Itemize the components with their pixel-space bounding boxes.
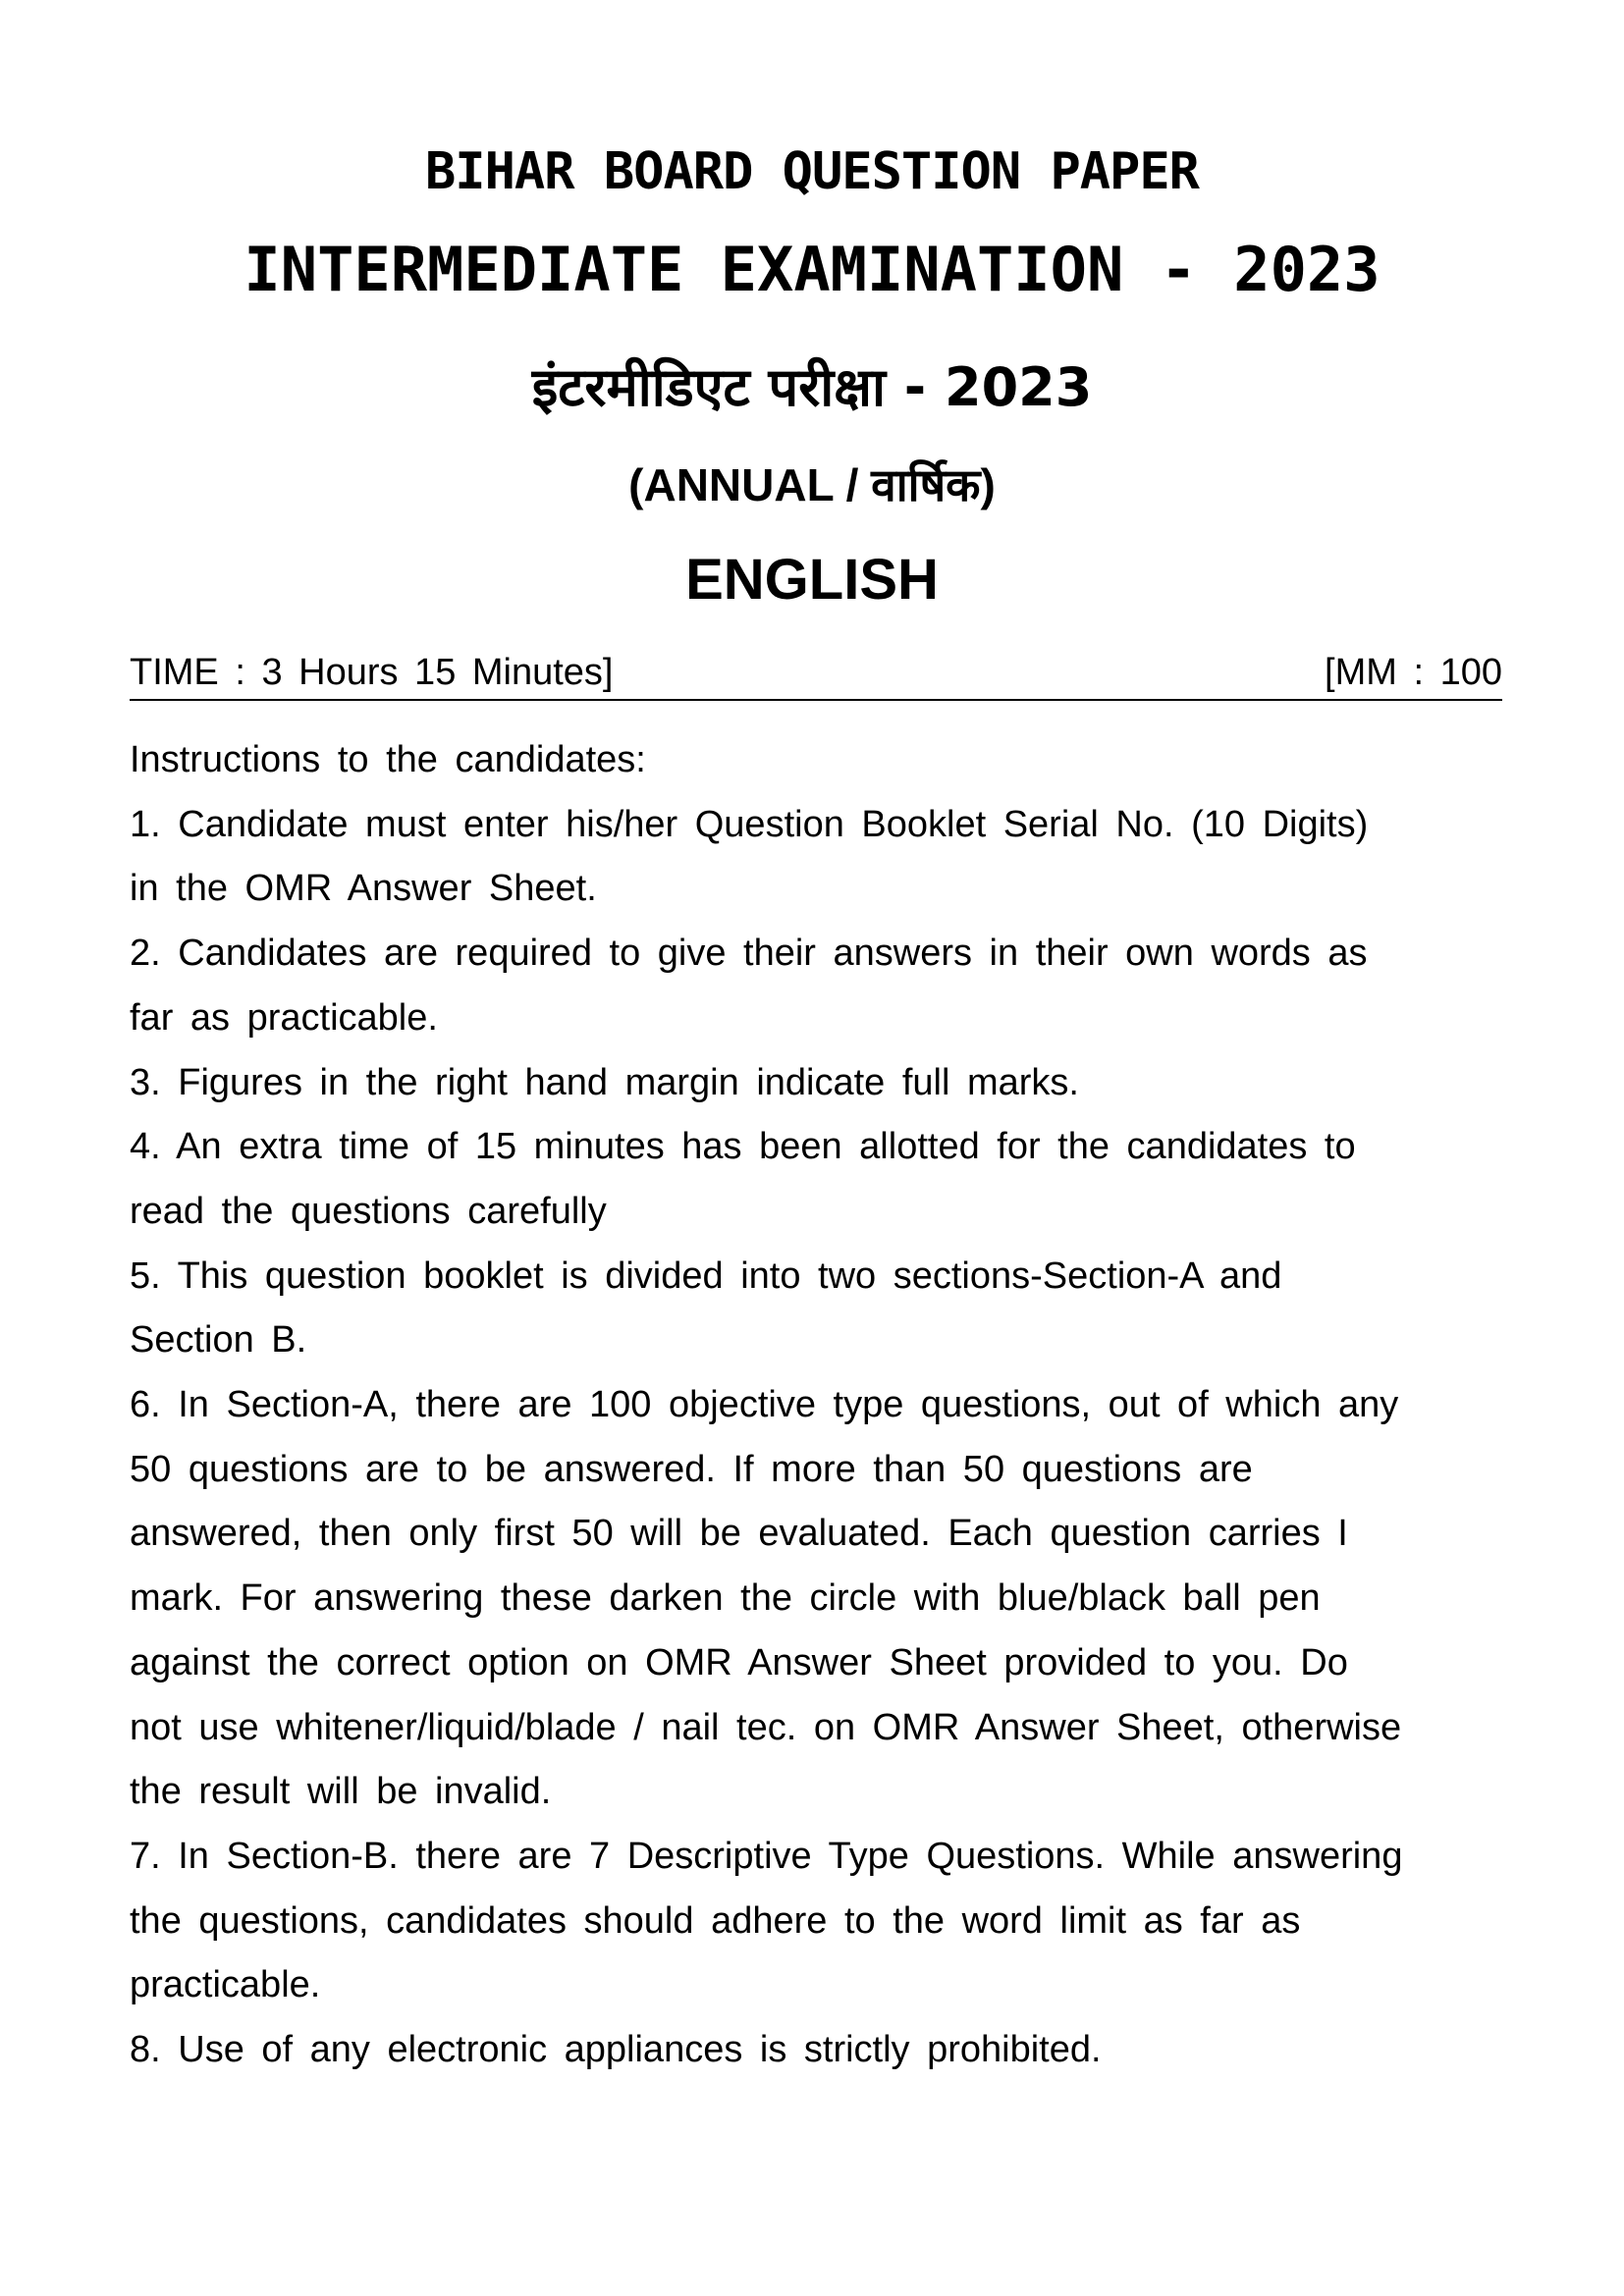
instruction-line: answered, then only first 50 will be evaluated. Each question carries I [130,1513,1348,1555]
instructions-heading: Instructions to the candidates: [130,739,646,780]
instruction-line: the questions, candidates should adhere to the word limit as far as [130,1899,1301,1942]
instruction-line: the result will be invalid. [130,1771,552,1813]
instruction-line: 50 questions are to be answered. If more than 50 questions are [130,1448,1253,1490]
instruction-line: in the OMR Answer Sheet. [130,868,597,910]
instruction-line: Section B. [130,1319,307,1362]
exam-title-hindi: इंटरमीडिएट परीक्षा - 2023 [531,356,1093,418]
instruction-line: not use whitener/liquid/blade / nail tec. on OMR Answer Sheet, otherwise [130,1706,1402,1748]
instruction-line: 5. This question booklet is divided into two sections-Section-A and [130,1255,1282,1297]
instruction-line: mark. For answering these darken the circle with blue/black ball pen [130,1577,1321,1620]
instruction-line: 2. Candidates are required to give their answers in their own words as [130,933,1368,975]
instruction-line: 7. In Section-B. there are 7 Descriptive Type Questions. While answering [130,1835,1403,1877]
instruction-line: read the questions carefully [130,1190,607,1232]
exam-title: INTERMEDIATE EXAMINATION - 2023 [244,234,1380,305]
instructions [130,728,1524,2083]
exam-type: (ANNUAL / वार्षिक) [628,459,996,510]
board-title: BIHAR BOARD QUESTION PAPER [425,142,1199,201]
subject-title: ENGLISH [685,548,939,612]
instruction-line: 3. Figures in the right hand margin indicate full marks. [130,1061,1079,1103]
instruction-line: far as practicable. [130,996,438,1039]
instruction-line: 1. Candidate must enter his/her Question Booklet Serial No. (10 Digits) [130,803,1369,845]
time-marks-row [130,652,1502,701]
instruction-line: against the correct option on OMR Answer Sheet provided to you. Do [130,1641,1348,1683]
instruction-line: practicable. [130,1964,321,2006]
max-marks: [MM : 100 [1325,652,1502,693]
instruction-line: 6. In Section-A, there are 100 objective type questions, out of which any [130,1384,1399,1426]
instruction-line: 4. An extra time of 15 minutes has been allotted for the candidates to [130,1126,1356,1168]
time-allowed: TIME : 3 Hours 15 Minutes] [130,652,614,693]
instruction-line: 8. Use of any electronic appliances is strictly prohibited. [130,2029,1102,2071]
